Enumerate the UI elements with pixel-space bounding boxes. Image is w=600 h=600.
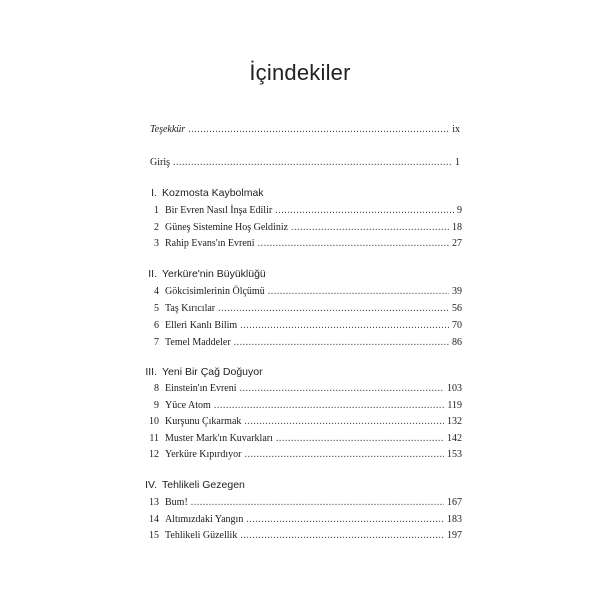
toc-entry-chapter-12[interactable] xyxy=(147,448,462,462)
chapter-number: 15 xyxy=(149,530,159,541)
chapter-title: Altımızdaki Yangın xyxy=(165,514,244,525)
chapter-title: Einstein'ın Evreni xyxy=(165,383,237,394)
toc-entry-label: Giriş xyxy=(150,157,170,168)
part-title: Yeni Bir Çağ Doğuyor xyxy=(162,366,263,378)
chapter-number: 14 xyxy=(149,514,159,525)
part-numeral: II. xyxy=(148,268,157,280)
chapter-number: 2 xyxy=(154,222,159,233)
toc-entry-chapter-5[interactable] xyxy=(147,302,462,316)
dot-leader xyxy=(276,432,444,446)
chapter-number: 8 xyxy=(154,383,159,394)
part-heading-1 xyxy=(141,187,264,199)
toc-entry-page: ix xyxy=(452,124,460,135)
part-numeral: III. xyxy=(145,366,157,378)
dot-leader xyxy=(188,123,449,137)
chapter-page: 9 xyxy=(457,205,462,216)
chapter-page: 153 xyxy=(447,449,462,460)
toc-entry-acknowledgements[interactable] xyxy=(150,123,460,137)
chapter-page: 27 xyxy=(452,238,462,249)
toc-entry-chapter-11[interactable] xyxy=(147,432,462,446)
toc-entry-label: Teşekkür xyxy=(150,124,186,135)
chapter-title: Yüce Atom xyxy=(165,400,211,411)
toc-entry-chapter-3[interactable] xyxy=(147,237,462,251)
chapter-number: 12 xyxy=(149,449,159,460)
toc-entry-chapter-1[interactable] xyxy=(147,204,462,218)
toc-entry-chapter-15[interactable] xyxy=(147,529,462,543)
chapter-title: Kurşunu Çıkarmak xyxy=(165,416,242,427)
dot-leader xyxy=(191,496,444,510)
toc-entry-chapter-14[interactable] xyxy=(147,513,462,527)
toc-entry-page: 1 xyxy=(455,157,460,168)
toc-entry-introduction[interactable] xyxy=(150,156,460,170)
chapter-page: 103 xyxy=(447,383,462,394)
toc-entry-chapter-9[interactable] xyxy=(147,399,462,413)
chapter-page: 70 xyxy=(452,320,462,331)
chapter-title: Yerküre Kıpırdıyor xyxy=(165,449,242,460)
chapter-page: 132 xyxy=(447,416,462,427)
chapter-title: Tehlikeli Güzellik xyxy=(165,530,238,541)
part-heading-2 xyxy=(141,268,266,280)
toc-entry-chapter-6[interactable] xyxy=(147,319,462,333)
toc-entry-chapter-13[interactable] xyxy=(147,496,462,510)
dot-leader xyxy=(240,319,449,333)
dot-leader xyxy=(246,513,444,527)
part-title: Tehlikeli Gezegen xyxy=(162,479,245,491)
part-title: Yerküre'nin Büyüklüğü xyxy=(162,268,266,280)
chapter-number: 7 xyxy=(154,337,159,348)
chapter-page: 39 xyxy=(452,286,462,297)
chapter-page: 142 xyxy=(447,433,462,444)
toc-entry-chapter-8[interactable] xyxy=(147,382,462,396)
part-numeral: IV. xyxy=(145,479,157,491)
chapter-number: 3 xyxy=(154,238,159,249)
page-title: İçindekiler xyxy=(249,60,351,85)
chapter-page: 18 xyxy=(452,222,462,233)
chapter-number: 6 xyxy=(154,320,159,331)
part-title: Kozmosta Kaybolmak xyxy=(162,187,264,199)
part-heading-3 xyxy=(141,366,263,378)
chapter-page: 86 xyxy=(452,337,462,348)
dot-leader xyxy=(218,302,449,316)
dot-leader xyxy=(268,285,449,299)
part-heading-4 xyxy=(141,479,245,491)
chapter-number: 4 xyxy=(154,286,159,297)
dot-leader xyxy=(240,529,444,543)
toc-entry-chapter-7[interactable] xyxy=(147,336,462,350)
chapter-number: 1 xyxy=(154,205,159,216)
chapter-title: Temel Maddeler xyxy=(165,337,231,348)
chapter-page: 197 xyxy=(447,530,462,541)
chapter-title: Rahip Evans'ın Evreni xyxy=(165,238,255,249)
toc-entry-chapter-2[interactable] xyxy=(147,221,462,235)
dot-leader xyxy=(291,221,449,235)
dot-leader xyxy=(275,204,454,218)
part-numeral: I. xyxy=(151,187,157,199)
chapter-title: Taş Kırıcılar xyxy=(165,303,216,314)
toc-entry-chapter-4[interactable] xyxy=(147,285,462,299)
chapter-number: 9 xyxy=(154,400,159,411)
dot-leader xyxy=(244,415,444,429)
dot-leader xyxy=(240,382,444,396)
chapter-number: 10 xyxy=(149,416,159,427)
chapter-title: Gökcisimlerinin Ölçümü xyxy=(165,286,265,297)
chapter-title: Muster Mark'ın Kuvarkları xyxy=(165,433,273,444)
chapter-page: 167 xyxy=(447,497,462,508)
chapter-page: 183 xyxy=(447,514,462,525)
dot-leader xyxy=(173,156,452,170)
toc-entry-chapter-10[interactable] xyxy=(147,415,462,429)
chapter-page: 56 xyxy=(452,303,462,314)
dot-leader xyxy=(234,336,449,350)
chapter-number: 5 xyxy=(154,303,159,314)
dot-leader xyxy=(214,399,445,413)
chapter-number: 13 xyxy=(149,497,159,508)
chapter-title: Bir Evren Nasıl İnşa Edilir xyxy=(165,205,273,216)
dot-leader xyxy=(244,448,444,462)
chapter-title: Bum! xyxy=(165,497,188,508)
chapter-title: Güneş Sistemine Hoş Geldiniz xyxy=(165,222,289,233)
dot-leader xyxy=(258,237,449,251)
chapter-title: Elleri Kanlı Bilim xyxy=(165,320,238,331)
chapter-page: 119 xyxy=(447,400,462,411)
chapter-number: 11 xyxy=(149,433,159,444)
